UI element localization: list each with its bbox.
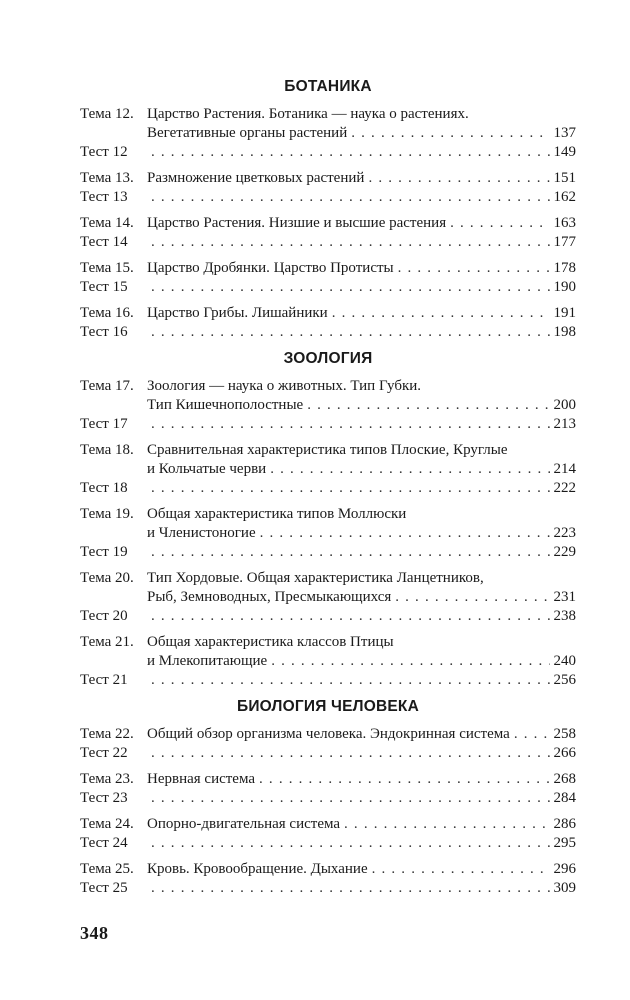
entry-page-number: 151 <box>553 170 576 186</box>
topic-entry <box>80 304 576 323</box>
test-entry <box>80 834 576 853</box>
entry-title-line <box>147 524 576 543</box>
entry-title-line <box>147 304 576 323</box>
entry-body <box>147 725 576 744</box>
entry-title-line: Общая характеристика типов Моллюски <box>147 506 407 522</box>
entry-page-number: 178 <box>553 260 576 276</box>
topic-entry <box>80 377 576 415</box>
dot-leader <box>151 415 550 434</box>
topic-group <box>80 815 576 853</box>
topic-entry <box>80 259 576 278</box>
test-entry <box>80 607 576 626</box>
entry-title-line <box>147 879 576 898</box>
entry-page-number: 213 <box>553 416 576 432</box>
table-of-contents <box>80 78 576 906</box>
entry-label: Тест 14 <box>80 234 128 250</box>
dot-leader <box>307 396 549 415</box>
dot-leader <box>271 652 549 671</box>
topic-group <box>80 304 576 342</box>
topic-entry <box>80 105 576 143</box>
test-entry <box>80 415 576 434</box>
entry-title-line <box>147 259 576 278</box>
topic-group <box>80 725 576 763</box>
entry-body <box>147 259 576 278</box>
entry-page-number: 191 <box>553 305 576 321</box>
entry-page-number: 149 <box>553 144 576 160</box>
topic-entry <box>80 770 576 789</box>
dot-leader <box>270 460 549 479</box>
dot-leader <box>514 725 550 744</box>
topic-group <box>80 259 576 297</box>
entry-title-line <box>147 607 576 626</box>
entry-title-line <box>147 815 576 834</box>
entry-body <box>147 543 576 562</box>
entry-title-line <box>147 124 576 143</box>
entry-label: Тест 19 <box>80 544 128 560</box>
entry-page-number: 266 <box>553 745 576 761</box>
entry-body <box>147 188 576 207</box>
entry-body <box>147 789 576 808</box>
entry-title-text: Царство Растения. Низшие и высшие растения <box>147 215 447 231</box>
entry-title-text: Кровь. Кровообращение. Дыхание <box>147 861 368 877</box>
entry-title-text: Царство Дробянки. Царство Протисты <box>147 260 394 276</box>
entry-title-text: Вегетативные органы растений <box>147 125 348 141</box>
entry-label: Тест 17 <box>80 416 128 432</box>
dot-leader <box>151 834 550 853</box>
entry-title-text: Рыб, Земноводных, Пресмыкающихся <box>147 589 392 605</box>
entry-page-number: 137 <box>553 125 576 141</box>
toc-section <box>80 350 576 690</box>
topic-group <box>80 633 576 690</box>
entry-label: Тема 23. <box>80 771 134 787</box>
entry-page-number: 296 <box>553 861 576 877</box>
entry-body <box>147 304 576 323</box>
entry-page-number: 258 <box>553 726 576 742</box>
dot-leader <box>332 304 550 323</box>
entry-title-line <box>147 415 576 434</box>
entry-label: Тема 16. <box>80 305 134 321</box>
entry-title-line: Царство Растения. Ботаника — наука о растениях. <box>147 106 469 122</box>
entry-body <box>147 143 576 162</box>
dot-leader <box>151 607 550 626</box>
dot-leader <box>368 169 549 188</box>
dot-leader <box>151 233 550 252</box>
entry-label: Тест 18 <box>80 480 128 496</box>
entry-page-number: 162 <box>553 189 576 205</box>
entry-body <box>147 815 576 834</box>
entry-title-line <box>147 460 576 479</box>
entry-label: Тест 20 <box>80 608 128 624</box>
entry-label: Тема 17. <box>80 378 134 394</box>
dot-leader <box>151 278 550 297</box>
dot-leader <box>151 323 550 342</box>
dot-leader <box>151 671 550 690</box>
entry-title-line <box>147 744 576 763</box>
section-title: БИОЛОГИЯ ЧЕЛОВЕКА <box>236 698 419 715</box>
topic-group <box>80 505 576 562</box>
entry-page-number: 163 <box>553 215 576 231</box>
entry-body <box>147 415 576 434</box>
dot-leader <box>395 588 549 607</box>
entry-title-line: Сравнительная характеристика типов Плоские, Круглые <box>147 442 508 458</box>
entry-title-line <box>147 652 576 671</box>
dot-leader <box>372 860 550 879</box>
test-entry <box>80 188 576 207</box>
entry-page-number: 238 <box>553 608 576 624</box>
entry-label: Тест 24 <box>80 835 128 851</box>
test-entry <box>80 143 576 162</box>
entry-label: Тест 16 <box>80 324 128 340</box>
test-entry <box>80 323 576 342</box>
entry-label: Тема 21. <box>80 634 134 650</box>
topic-group <box>80 569 576 626</box>
entry-title-text: Царство Грибы. Лишайники <box>147 305 328 321</box>
dot-leader <box>260 524 550 543</box>
entry-page-number: 190 <box>553 279 576 295</box>
dot-leader <box>450 214 549 233</box>
topic-group <box>80 377 576 434</box>
toc-section <box>80 698 576 898</box>
entry-page-number: 286 <box>553 816 576 832</box>
topic-group <box>80 214 576 252</box>
entry-page-number: 223 <box>553 525 576 541</box>
topic-group <box>80 770 576 808</box>
entry-body <box>147 569 576 607</box>
topic-group <box>80 860 576 898</box>
test-entry <box>80 278 576 297</box>
entry-page-number: 200 <box>553 397 576 413</box>
dot-leader <box>398 259 550 278</box>
dot-leader <box>151 188 550 207</box>
entry-label: Тема 20. <box>80 570 134 586</box>
entry-title-line <box>147 278 576 297</box>
entry-body <box>147 169 576 188</box>
entry-label: Тема 13. <box>80 170 134 186</box>
entry-title-text: Тип Кишечнополостные <box>147 397 304 413</box>
topic-entry <box>80 725 576 744</box>
entry-title-text: Размножение цветковых растений <box>147 170 365 186</box>
dot-leader <box>151 143 550 162</box>
entry-page-number: 295 <box>553 835 576 851</box>
entry-body <box>147 377 576 415</box>
entry-body <box>147 105 576 143</box>
topic-entry <box>80 505 576 543</box>
page-number: 348 <box>80 923 109 943</box>
entry-label: Тема 12. <box>80 106 134 122</box>
entry-body <box>147 214 576 233</box>
entry-title-text: и Млекопитающие <box>147 653 268 669</box>
topic-entry <box>80 441 576 479</box>
entry-label: Тема 14. <box>80 215 134 231</box>
entry-page-number: 177 <box>553 234 576 250</box>
entry-title-line <box>147 770 576 789</box>
entry-page-number: 256 <box>553 672 576 688</box>
test-entry <box>80 671 576 690</box>
entry-page-number: 229 <box>553 544 576 560</box>
test-entry <box>80 479 576 498</box>
topic-entry <box>80 815 576 834</box>
test-entry <box>80 789 576 808</box>
entry-label: Тест 22 <box>80 745 128 761</box>
dot-leader <box>259 770 549 789</box>
entry-page-number: 222 <box>553 480 576 496</box>
entry-label: Тест 25 <box>80 880 128 896</box>
entry-page-number: 240 <box>553 653 576 669</box>
entry-title-line <box>147 169 576 188</box>
entry-title-line <box>147 188 576 207</box>
topic-entry <box>80 569 576 607</box>
entry-page-number: 309 <box>553 880 576 896</box>
entry-title-line <box>147 834 576 853</box>
entry-label: Тест 15 <box>80 279 128 295</box>
entry-body <box>147 323 576 342</box>
dot-leader <box>151 479 550 498</box>
topic-group <box>80 169 576 207</box>
entry-title-line <box>147 233 576 252</box>
topic-entry <box>80 169 576 188</box>
entry-title-line <box>147 143 576 162</box>
entry-title-text: Опорно-двигательная система <box>147 816 341 832</box>
entry-label: Тема 24. <box>80 816 134 832</box>
entry-title-text: и Членистоногие <box>147 525 256 541</box>
entry-title-line: Тип Хордовые. Общая характеристика Ланцетников, <box>147 570 484 586</box>
entry-label: Тест 23 <box>80 790 128 806</box>
entry-page-number: 284 <box>553 790 576 806</box>
entry-body <box>147 441 576 479</box>
entry-title-line <box>147 396 576 415</box>
entry-body <box>147 860 576 879</box>
topic-entry <box>80 214 576 233</box>
entry-label: Тема 15. <box>80 260 134 276</box>
entry-title-line <box>147 214 576 233</box>
topic-entry <box>80 860 576 879</box>
entry-label: Тест 13 <box>80 189 128 205</box>
entry-body <box>147 233 576 252</box>
entry-title-line <box>147 588 576 607</box>
entry-body <box>147 671 576 690</box>
section-title: ЗООЛОГИЯ <box>283 350 373 367</box>
entry-title-text: Нервная система <box>147 771 256 787</box>
entry-label: Тема 22. <box>80 726 134 742</box>
dot-leader <box>151 744 550 763</box>
entry-title-line: Общая характеристика классов Птицы <box>147 634 394 650</box>
entry-title-line <box>147 860 576 879</box>
entry-body <box>147 834 576 853</box>
topic-entry <box>80 633 576 671</box>
entry-body <box>147 278 576 297</box>
section-title: БОТАНИКА <box>284 78 372 95</box>
entry-title-line: Зоология — наука о животных. Тип Губки. <box>147 378 422 394</box>
entry-page-number: 198 <box>553 324 576 340</box>
entry-body <box>147 633 576 671</box>
entry-title-line <box>147 479 576 498</box>
entry-body <box>147 607 576 626</box>
entry-title-text: и Кольчатые черви <box>147 461 267 477</box>
entry-title-line <box>147 543 576 562</box>
toc-section <box>80 78 576 342</box>
test-entry <box>80 744 576 763</box>
dot-leader <box>344 815 549 834</box>
entry-label: Тест 12 <box>80 144 128 160</box>
entry-label: Тема 19. <box>80 506 134 522</box>
test-entry <box>80 543 576 562</box>
entry-title-line <box>147 671 576 690</box>
entry-title-line <box>147 323 576 342</box>
entry-page-number: 268 <box>553 771 576 787</box>
entry-label: Тема 25. <box>80 861 134 877</box>
dot-leader <box>351 124 549 143</box>
entry-label: Тема 18. <box>80 442 134 458</box>
topic-group <box>80 105 576 162</box>
entry-body <box>147 770 576 789</box>
entry-title-line <box>147 789 576 808</box>
dot-leader <box>151 789 550 808</box>
entry-body <box>147 744 576 763</box>
test-entry <box>80 879 576 898</box>
entry-label: Тест 21 <box>80 672 128 688</box>
dot-leader <box>151 543 550 562</box>
entry-title-text: Общий обзор организма человека. Эндокринная система <box>147 726 510 742</box>
dot-leader <box>151 879 550 898</box>
entry-body <box>147 879 576 898</box>
entry-body <box>147 479 576 498</box>
entry-page-number: 231 <box>553 589 576 605</box>
entry-body <box>147 505 576 543</box>
entry-title-line <box>147 725 576 744</box>
entry-page-number: 214 <box>553 461 576 477</box>
test-entry <box>80 233 576 252</box>
topic-group <box>80 441 576 498</box>
